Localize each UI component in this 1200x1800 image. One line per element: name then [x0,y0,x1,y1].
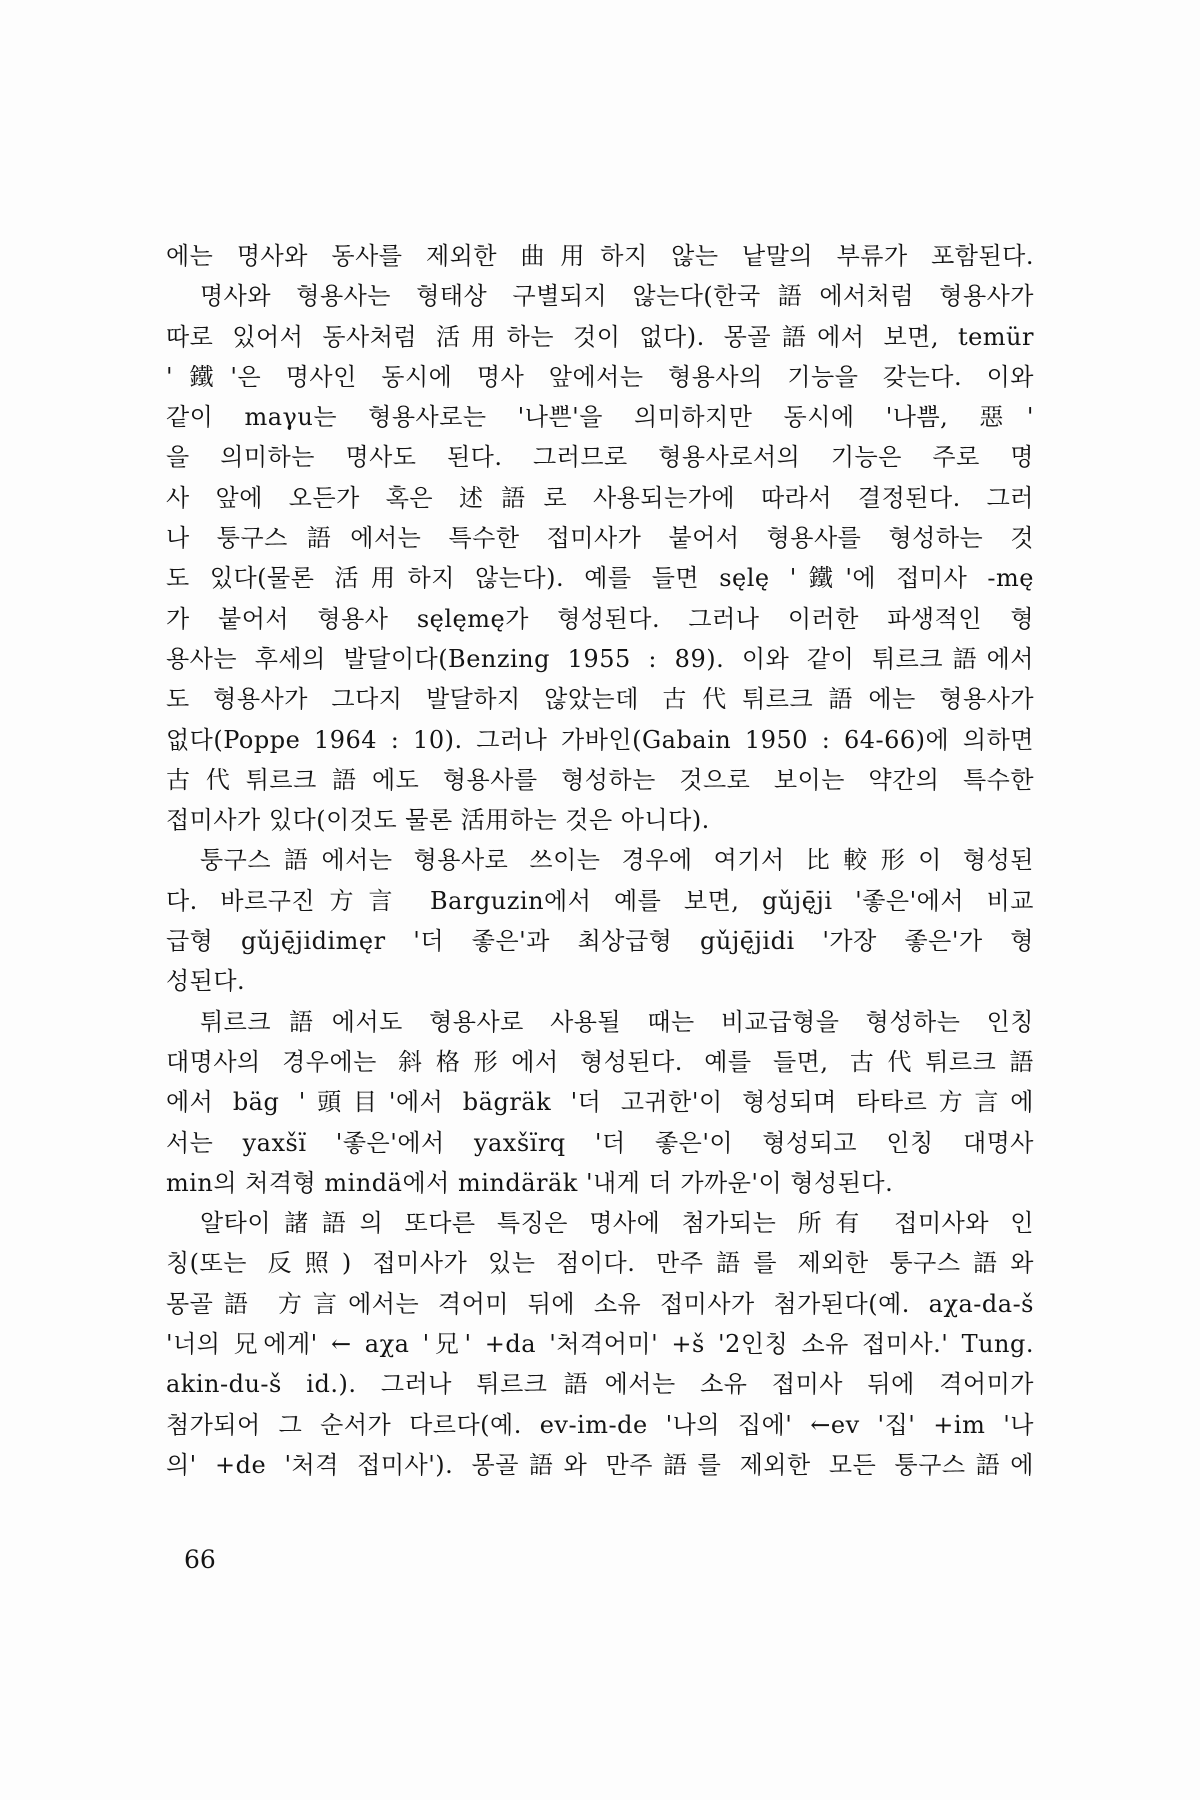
text-line: 첨가되어 그 순서가 다르다(예. ev-im-de '나의 집에' ←ev '집' +im '나 [166,1410,1034,1439]
body-text [166,236,1034,1485]
text-line: akin-du-š id.). 그러나 튀르크語에서는 소유 접미사 뒤에 격어미가 [166,1370,1034,1399]
text-line: 을 의미하는 명사도 된다. 그러므로 형용사로서의 기능은 주로 명 [166,443,1034,472]
text-line: 도 있다(물론 活用하지 않는다). 예를 들면 sęlę '鐵'에 접미사 -mę [166,564,1034,593]
text-line: 나 퉁구스語에서는 특수한 접미사가 붙어서 형용사를 형성하는 것 [166,524,1034,553]
text-line: 튀르크語에서도 형용사로 사용될 때는 비교급형을 형성하는 인칭 [200,1007,1034,1036]
text-line: 알타이諸語의 또다른 특징은 명사에 첨가되는 所有 접미사와 인 [200,1209,1034,1238]
text-line: 사 앞에 오든가 혹은 述語로 사용되는가에 따라서 결정된다. 그러 [166,483,1034,512]
page-number: 66 [184,1545,216,1574]
text-line: 몽골語 方言에서는 격어미 뒤에 소유 접미사가 첨가된다(예. aχa-da-š [166,1289,1034,1318]
text-line: 퉁구스語에서는 형용사로 쓰이는 경우에 여기서 比較形이 형성된 [200,846,1034,875]
text-line: 같이 maγu는 형용사로는 '나쁜'을 의미하지만 동시에 '나쁨, 惡' [166,403,1034,432]
text-line: 접미사가 있다(이것도 물론 活用하는 것은 아니다). [166,806,710,835]
text-line: 성된다. [166,967,246,996]
text-line: 古代튀르크語에도 형용사를 형성하는 것으로 보이는 약간의 특수한 [166,765,1034,794]
text-line: 에서 bäg '頭目'에서 bägräk '더 고귀한'이 형성되며 타타르方言에 [166,1088,1034,1117]
text-line: 없다(Poppe 1964 : 10). 그러나 가바인(Gabain 1950 : 64-66)에 의하면 [166,725,1034,754]
text-line: 칭(또는 反照) 접미사가 있는 점이다. 만주語를 제외한 퉁구스語와 [166,1249,1034,1278]
text-line: 급형 gǔję̄jidimęr '더 좋은'과 최상급형 gǔję̄jidi '가장 좋은'가 형 [166,927,1034,956]
text-line: 가 붙어서 형용사 sęlęmę가 형성된다. 그러나 이러한 파생적인 형 [166,604,1034,633]
text-line: min의 처격형 mindä에서 mindäräk '내게 더 가까운'이 형성된다. [166,1168,894,1197]
text-line: 다. 바르구진方言 Barguzin에서 예를 보면, gǔję̄ji '좋은'에서 비교 [166,886,1034,915]
text-line: 대명사의 경우에는 斜格形에서 형성된다. 예를 들면, 古代튀르크語 [166,1047,1034,1076]
text-line: 용사는 후세의 발달이다(Benzing 1955 : 89). 이와 같이 튀르크語에서 [166,644,1034,673]
text-line: 서는 yaxšï '좋은'에서 yaxšïrq '더 좋은'이 형성되고 인칭 대명사 [166,1128,1034,1157]
text-line: 에는 명사와 동사를 제외한 曲用하지 않는 낱말의 부류가 포함된다. [166,242,1034,270]
text-line: '鐵'은 명사인 동시에 명사 앞에서는 형용사의 기능을 갖는다. 이와 [166,362,1034,391]
text-line: 의' +de '처격 접미사'). 몽골語와 만주語를 제외한 모든 퉁구스語에 [166,1450,1034,1479]
text-line: '너의 兄에게' ← aχa '兄' +da '처격어미' +š '2인칭 소유 접미사.' Tung. [166,1330,1034,1359]
text-line: 도 형용사가 그다지 발달하지 않았는데 古代튀르크語에는 형용사가 [166,685,1034,714]
text-line: 명사와 형용사는 형태상 구별되지 않는다(한국語에서처럼 형용사가 [200,282,1034,311]
text-line: 따로 있어서 동사처럼 活用하는 것이 없다). 몽골語에서 보면, temür [166,322,1034,351]
